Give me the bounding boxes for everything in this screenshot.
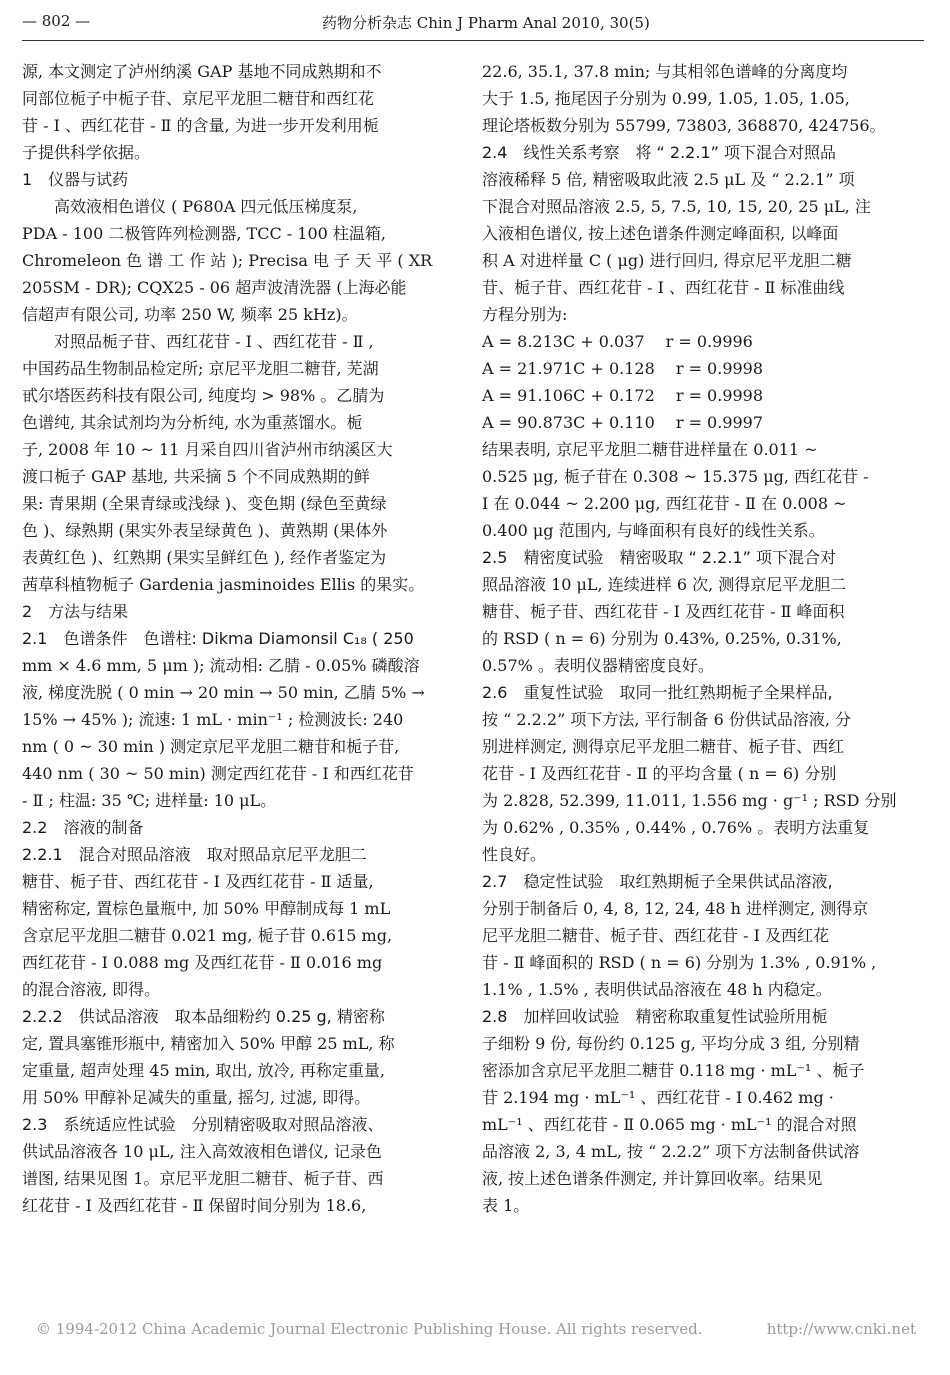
text-line: 苷、栀子苷、西红花苷 - Ⅰ 、西红花苷 - Ⅱ 标准曲线 (482, 278, 845, 297)
text-line: 按 “ 2.2.2” 项下方法, 平行制备 6 份供试品溶液, 分 (482, 710, 852, 729)
text-line: 的混合溶液, 即得。 (22, 980, 161, 999)
text-line: Ⅰ 在 0.044 ~ 2.200 μg, 西红花苷 - Ⅱ 在 0.008 ~ (482, 494, 847, 513)
text-line: 定重量, 超声处理 45 min, 取出, 放冷, 再称定重量, (22, 1061, 385, 1080)
text-line: 糖苷、栀子苷、西红花苷 - Ⅰ 及西红花苷 - Ⅱ 适量, (22, 872, 374, 891)
footer-url: http://www.cnki.net (766, 1320, 916, 1338)
journal-title: 药物分析杂志 Chin J Pharm Anal 2010, 30(5) (322, 14, 650, 32)
section-heading-line: 1 仪器与试药 (22, 170, 129, 189)
text-line: - Ⅱ ; 柱温: 35 ℃; 进样量: 10 μL。 (22, 791, 277, 810)
text-line: PDA - 100 二极管阵列检测器, TCC - 100 柱温箱, (22, 224, 386, 243)
text-line: A = 90.873C + 0.110 r = 0.9997 (482, 413, 764, 432)
text-line: 中国药品生物制品检定所; 京尼平龙胆二糖苷, 芜湖 (22, 359, 379, 378)
text-line: 色谱纯, 其余试剂均为分析纯, 水为重蒸馏水。栀 (22, 413, 363, 432)
text-line: 用 50% 甲醇补足减失的重量, 摇匀, 过滤, 即得。 (22, 1088, 371, 1107)
text-line: 苷 - Ⅱ 峰面积的 RSD ( n = 6) 分别为 1.3% , 0.91% , (482, 953, 877, 972)
text-line: 205SM - DR); CQX25 - 06 超声波清洗器 (上海必能 (22, 278, 407, 297)
section-heading-line: 2 方法与结果 (22, 602, 129, 621)
section-heading-line: 2.7 稳定性试验 取红熟期栀子全果供试品溶液, (482, 872, 833, 891)
text-line: 苷 2.194 mg · mL⁻¹ 、西红花苷 - Ⅰ 0.462 mg · (482, 1088, 834, 1107)
text-line: mL⁻¹ 、西红花苷 - Ⅱ 0.065 mg · mL⁻¹ 的混合对照 (482, 1115, 857, 1134)
text-line: 密添加含京尼平龙胆二糖苷 0.118 mg · mL⁻¹ 、栀子 (482, 1061, 865, 1080)
section-heading-line: 2.8 加样回收试验 精密称取重复性试验所用栀 (482, 1007, 828, 1026)
text-line: 定, 置具塞锥形瓶中, 精密加入 50% 甲醇 25 mL, 称 (22, 1034, 395, 1053)
text-line: 甙尔塔医药科技有限公司, 纯度均 > 98% 。乙腈为 (22, 386, 385, 405)
text-line: 分别于制备后 0, 4, 8, 12, 24, 48 h 进样测定, 测得京 (482, 899, 869, 918)
text-line: 尼平龙胆二糖苷、栀子苷、西红花苷 - Ⅰ 及西红花 (482, 926, 829, 945)
right-column (482, 58, 922, 1219)
page-header (22, 12, 924, 38)
section-heading-line: 2.4 线性关系考察 将 “ 2.2.1” 项下混合对照品 (482, 143, 836, 162)
text-line: 源, 本文测定了泸州纳溪 GAP 基地不同成熟期和不 (22, 62, 382, 81)
text-line: 子提供科学依据。 (22, 143, 151, 162)
text-line: 花苷 - Ⅰ 及西红花苷 - Ⅱ 的平均含量 ( n = 6) 分别 (482, 764, 837, 783)
text-line: 高效液相色谱仪 ( P680A 四元低压梯度泵, (22, 197, 358, 216)
text-line: 0.400 μg 范围内, 与峰面积有良好的线性关系。 (482, 521, 825, 540)
page-number: — 802 — (22, 12, 91, 30)
text-line: 果: 青果期 (全果青绿或浅绿 )、变色期 (绿色至黄绿 (22, 494, 387, 513)
text-line: 茜草科植物栀子 Gardenia jasminoides Ellis 的果实。 (22, 575, 425, 594)
copyright-notice: © 1994-2012 China Academic Journal Electronic Publishing House. All rights reserved. (36, 1320, 703, 1338)
text-line: 0.57% 。表明仪器精密度良好。 (482, 656, 714, 675)
text-line: mm × 4.6 mm, 5 μm ); 流动相: 乙腈 - 0.05% 磷酸溶 (22, 656, 420, 675)
text-line: 440 nm ( 30 ~ 50 min) 测定西红花苷 - Ⅰ 和西红花苷 (22, 764, 414, 783)
text-line: 表 1。 (482, 1196, 530, 1215)
text-line: 子, 2008 年 10 ~ 11 月采自四川省泸州市纳溪区大 (22, 440, 393, 459)
section-heading-line: 2.2 溶液的制备 (22, 818, 144, 837)
text-line: 22.6, 35.1, 37.8 min; 与其相邻色谱峰的分离度均 (482, 62, 848, 81)
text-line: 苷 - Ⅰ 、西红花苷 - Ⅱ 的含量, 为进一步开发利用栀 (22, 116, 379, 135)
text-line: 的 RSD ( n = 6) 分别为 0.43%, 0.25%, 0.31%, (482, 629, 842, 648)
text-line: 渡口栀子 GAP 基地, 共采摘 5 个不同成熟期的鲜 (22, 467, 370, 486)
text-line: 对照品栀子苷、西红花苷 - Ⅰ 、西红花苷 - Ⅱ , (22, 332, 374, 351)
text-line: 谱图, 结果见图 1。京尼平龙胆二糖苷、栀子苷、西 (22, 1169, 384, 1188)
section-heading-line: 2.6 重复性试验 取同一批红熟期栀子全果样品, (482, 683, 833, 702)
page-footer (36, 1320, 916, 1338)
text-line: 供试品溶液各 10 μL, 注入高效液相色谱仪, 记录色 (22, 1142, 382, 1161)
text-line: 入液相色谱仪, 按上述色谱条件测定峰面积, 以峰面 (482, 224, 839, 243)
section-heading-line: 2.5 精密度试验 精密吸取 “ 2.2.1” 项下混合对 (482, 548, 836, 567)
text-line: 下混合对照品溶液 2.5, 5, 7.5, 10, 15, 20, 25 μL, 注 (482, 197, 871, 216)
text-line: A = 91.106C + 0.172 r = 0.9998 (482, 386, 764, 405)
text-line: 西红花苷 - Ⅰ 0.088 mg 及西红花苷 - Ⅱ 0.016 mg (22, 953, 383, 972)
text-line: 液, 按上述色谱条件测定, 并计算回收率。结果见 (482, 1169, 823, 1188)
text-line: 溶液稀释 5 倍, 精密吸取此液 2.5 μL 及 “ 2.2.1” 项 (482, 170, 855, 189)
text-line: 结果表明, 京尼平龙胆二糖苷进样量在 0.011 ~ (482, 440, 818, 459)
text-line: 色 )、绿熟期 (果实外表呈绿黄色 )、黄熟期 (果体外 (22, 521, 388, 540)
text-line: 照品溶液 10 μL, 连续进样 6 次, 测得京尼平龙胆二 (482, 575, 847, 594)
text-line: 方程分别为: (482, 305, 568, 324)
text-line: 大于 1.5, 拖尾因子分别为 0.99, 1.05, 1.05, 1.05, (482, 89, 850, 108)
text-line: 0.525 μg, 栀子苷在 0.308 ~ 15.375 μg, 西红花苷 - (482, 467, 869, 486)
text-line: Chromeleon 色 谱 工 作 站 ); Precisa 电 子 天 平 ( XR (22, 251, 433, 270)
text-line: 表黄红色 )、红熟期 (果实呈鲜红色 ), 经作者鉴定为 (22, 548, 387, 567)
text-line: 1.1% , 1.5% , 表明供试品溶液在 48 h 内稳定。 (482, 980, 832, 999)
section-heading-line: 2.2.1 混合对照品溶液 取对照品京尼平龙胆二 (22, 845, 367, 864)
text-line: A = 21.971C + 0.128 r = 0.9998 (482, 359, 764, 378)
text-line: 性良好。 (482, 845, 547, 864)
section-heading-line: 2.1 色谱条件 色谱柱: Dikma Diamonsil C₁₈ ( 250 (22, 629, 414, 648)
text-line: 为 0.62% , 0.35% , 0.44% , 0.76% 。表明方法重复 (482, 818, 870, 837)
text-line: nm ( 0 ~ 30 min ) 测定京尼平龙胆二糖苷和栀子苷, (22, 737, 400, 756)
section-heading-line: 2.3 系统适应性试验 分别精密吸取对照品溶液、 (22, 1115, 384, 1134)
text-line: 子细粉 9 份, 每份约 0.125 g, 平均分成 3 组, 分别精 (482, 1034, 860, 1053)
text-line: 15% → 45% ); 流速: 1 mL · min⁻¹ ; 检测波长: 240 (22, 710, 404, 729)
text-line: A = 8.213C + 0.037 r = 0.9996 (482, 332, 753, 351)
text-line: 同部位栀子中栀子苷、京尼平龙胆二糖苷和西红花 (22, 89, 375, 108)
text-line: 品溶液 2, 3, 4 mL, 按 “ 2.2.2” 项下方法制备供试溶 (482, 1142, 860, 1161)
header-rule (22, 40, 924, 41)
left-column (22, 58, 462, 1219)
text-line: 红花苷 - Ⅰ 及西红花苷 - Ⅱ 保留时间分别为 18.6, (22, 1196, 367, 1215)
text-line: 信超声有限公司, 功率 250 W, 频率 25 kHz)。 (22, 305, 358, 324)
text-line: 含京尼平龙胆二糖苷 0.021 mg, 栀子苷 0.615 mg, (22, 926, 393, 945)
text-line: 糖苷、栀子苷、西红花苷 - Ⅰ 及西红花苷 - Ⅱ 峰面积 (482, 602, 845, 621)
text-line: 别进样测定, 测得京尼平龙胆二糖苷、栀子苷、西红 (482, 737, 845, 756)
text-line: 精密称定, 置棕色量瓶中, 加 50% 甲醇制成每 1 mL (22, 899, 391, 918)
section-heading-line: 2.2.2 供试品溶液 取本品细粉约 0.25 g, 精密称 (22, 1007, 385, 1026)
text-line: 理论塔板数分别为 55799, 73803, 368870, 424756。 (482, 116, 886, 135)
text-line: 积 A 对进样量 C ( μg) 进行回归, 得京尼平龙胆二糖 (482, 251, 852, 270)
text-line: 液, 梯度洗脱 ( 0 min → 20 min → 50 min, 乙腈 5% → (22, 683, 425, 702)
text-line: 为 2.828, 52.399, 11.011, 1.556 mg · g⁻¹ ; RSD 分别 (482, 791, 897, 810)
